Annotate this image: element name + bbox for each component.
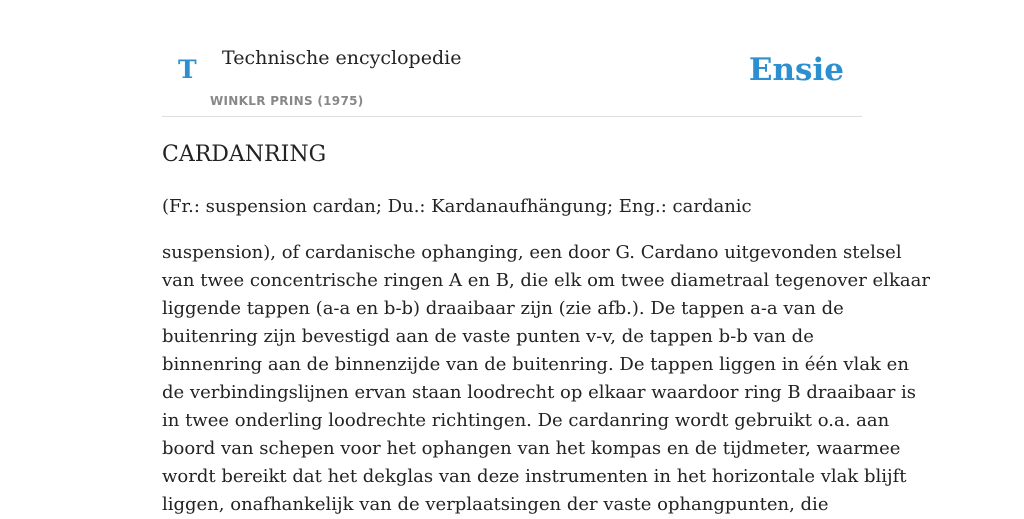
brand-logo[interactable]: Ensie: [748, 52, 844, 88]
body-line: van twee concentrische ringen A en B, die elk om twee diametraal tegenover elkaar: [162, 270, 930, 291]
body-line: de verbindingslijnen ervan staan loodrecht op elkaar waardoor ring B draaibaar is: [162, 382, 917, 403]
body-line: boord van schepen voor het ophangen van het kompas en de tijdmeter, waarmee: [162, 438, 901, 459]
body-line: buitenring zijn bevestigd aan de vaste punten v-v, de tappen b-b van de: [162, 326, 814, 347]
entry-lead: (Fr.: suspension cardan; Du.: Kardanaufhängung; Eng.: cardanic: [162, 196, 752, 217]
site-title[interactable]: Technische encyclopedie: [222, 47, 462, 69]
body-line: suspension), of cardanische ophanging, een door G. Cardano uitgevonden stelsel: [162, 242, 902, 263]
body-line: binnenring aan de binnenzijde van de buitenring. De tappen liggen in één vlak en: [162, 354, 909, 375]
page: [162, 0, 930, 515]
header: [162, 0, 862, 117]
body-line: liggen, onafhankelijk van de verplaatsingen der vaste ophangpunten, die: [162, 494, 829, 515]
category-logo[interactable]: T: [178, 55, 197, 84]
body-line: wordt bereikt dat het dekglas van deze instrumenten in het horizontale vlak blijft: [162, 466, 907, 487]
source-label: WINKLR PRINS (1975): [210, 94, 364, 108]
entry-title: CARDANRING: [162, 142, 327, 167]
body-line: in twee onderling loodrechte richtingen. De cardanring wordt gebruikt o.a. aan: [162, 410, 890, 431]
entry-body: [162, 239, 930, 519]
body-line: liggende tappen (a-a en b-b) draaibaar zijn (zie afb.). De tappen a-a van de: [162, 298, 844, 319]
